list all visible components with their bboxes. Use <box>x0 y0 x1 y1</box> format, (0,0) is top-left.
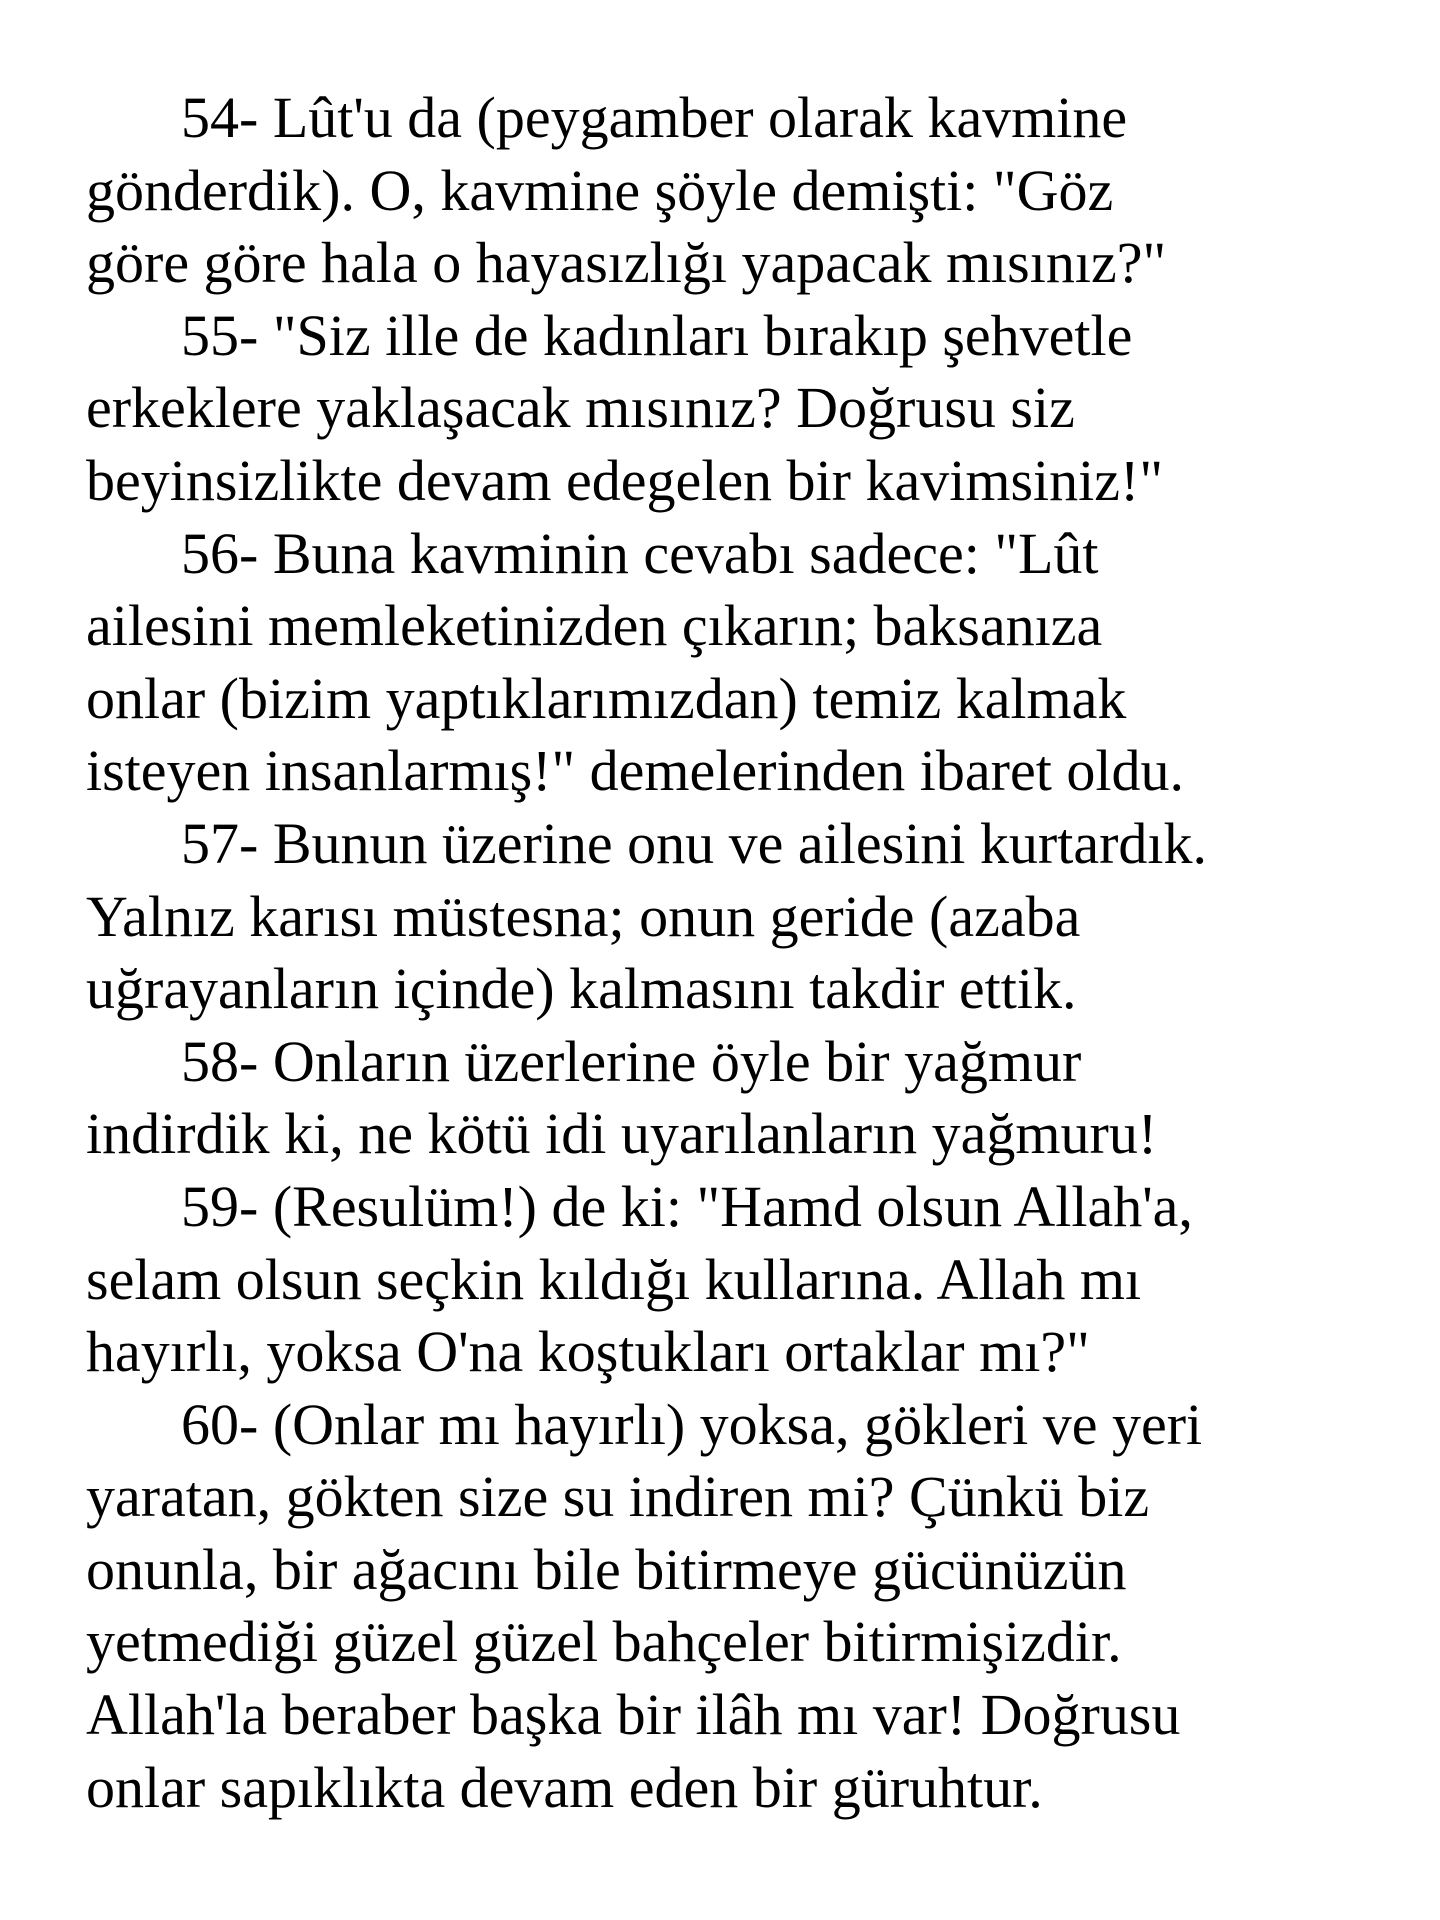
text-line: göre göre hala o hayasızlığı yapacak mısınız?" <box>86 230 1167 296</box>
text-line: 54- Lût'u da (peygamber olarak kavmine <box>181 85 1128 150</box>
text-line: uğrayanların içinde) kalmasını takdir ettik. <box>86 956 1077 1022</box>
text-line: erkeklere yaklaşacak mısınız? Doğrusu siz <box>86 375 1075 441</box>
text-line: isteyen insanlarmış!" demelerinden ibaret oldu. <box>86 738 1184 804</box>
text-line: gönderdik). O, kavmine şöyle demişti: "Göz <box>86 157 1114 223</box>
text-line: hayırlı, yoksa O'na koştukları ortaklar mı?" <box>86 1319 1090 1385</box>
text-line: Yalnız karısı müstesna; onun geride (azaba <box>86 883 1081 949</box>
text-line: onunla, bir ağacını bile bitirmeye gücünüzün <box>86 1536 1127 1602</box>
verse-text-block <box>86 82 1386 1824</box>
text-line: 58- Onların üzerlerine öyle bir yağmur <box>181 1028 1082 1094</box>
text-line: 59- (Resulüm!) de ki: "Hamd olsun Allah'a, <box>181 1173 1193 1239</box>
text-line: 55- "Siz ille de kadınları bırakıp şehvetle <box>181 302 1133 368</box>
text-line: ailesini memleketinizden çıkarın; baksanıza <box>86 593 1103 659</box>
text-line: 57- Bunun üzerine onu ve ailesini kurtardık. <box>181 810 1208 876</box>
text-line: yaratan, gökten size su indiren mi? Çünkü biz <box>86 1464 1150 1530</box>
text-line: 60- (Onlar mı hayırlı) yoksa, gökleri ve yeri <box>181 1391 1203 1457</box>
text-line: selam olsun seçkin kıldığı kullarına. Allah mı <box>86 1246 1142 1312</box>
text-line: onlar (bizim yaptıklarımızdan) temiz kalmak <box>86 665 1127 731</box>
text-line: onlar sapıklıkta devam eden bir güruhtur. <box>86 1754 1043 1820</box>
text-line: Allah'la beraber başka bir ilâh mı var! Doğrusu <box>86 1682 1181 1748</box>
text-line: yetmediği güzel güzel bahçeler bitirmişizdir. <box>86 1609 1122 1675</box>
text-line: beyinsizlikte devam edegelen bir kavimsiniz!" <box>86 447 1163 513</box>
text-line: 56- Buna kavminin cevabı sadece: "Lût <box>181 520 1099 586</box>
text-line: indirdik ki, ne kötü idi uyarılanların yağmuru! <box>86 1101 1158 1167</box>
